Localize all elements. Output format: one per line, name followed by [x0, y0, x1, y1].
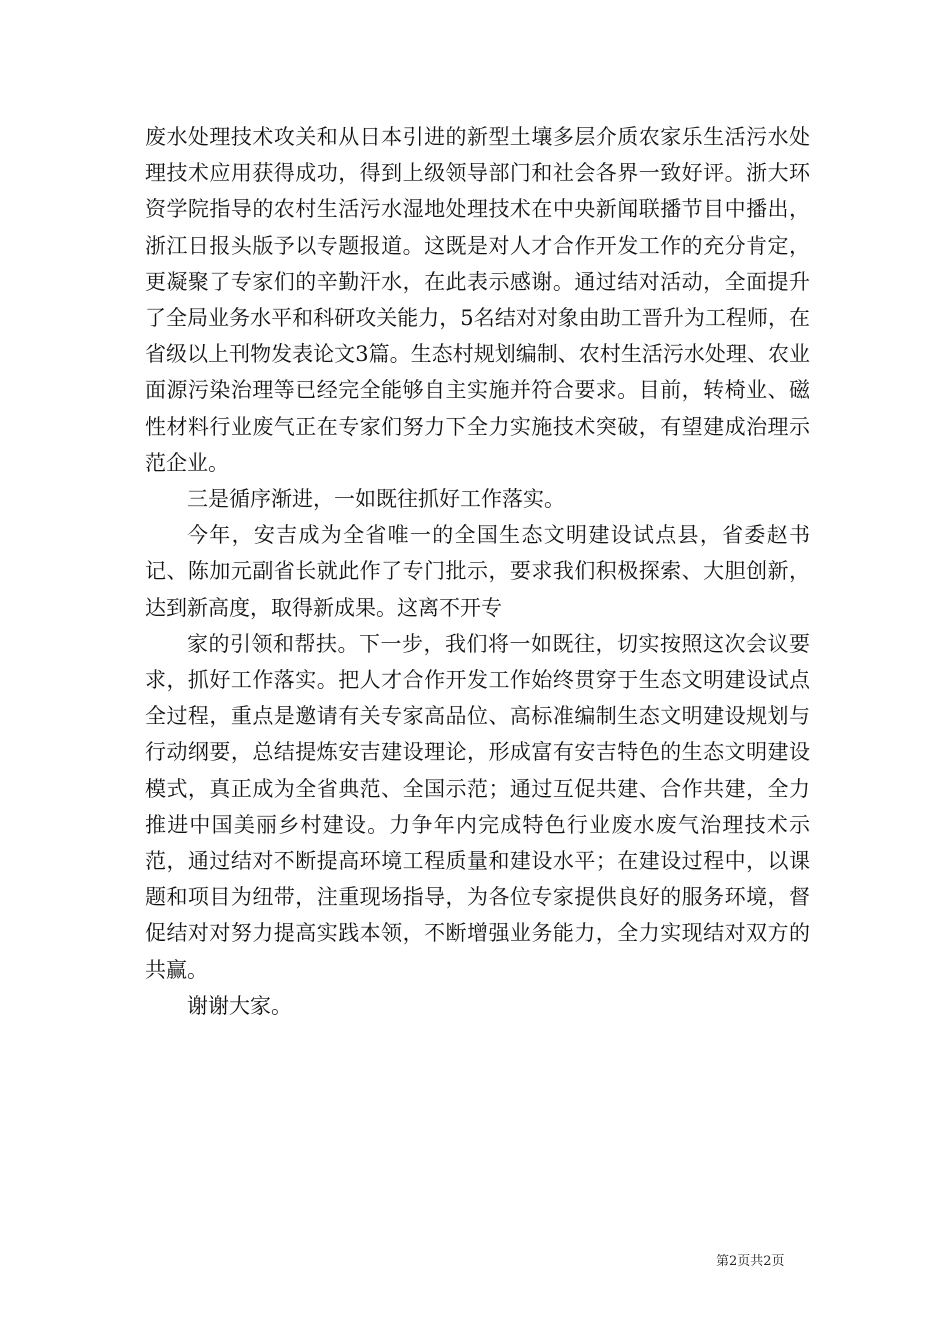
paragraph-next-steps: 家的引领和帮扶。下一步，我们将一如既往，切实按照这次会议要求，抓好工作落实。把人才合作开发工作始终贯穿于生态文明建设试点全过程，重点是邀请有关专家高品位、高标准编制生态文明建设规划与行动纲要，总结提炼安吉建设理论，形成富有安吉特色的生态文明建设模式，真正成为全省典范、全国示范；通过互促共建、合作共建，全力推进中国美丽乡村建设。力争年内完成特色行业废水废气治理技术示范，通过结对不断提高环境工程质量和建设水平；在建设过程中，以课题和项目为纽带，注重现场指导，为各位专家提供良好的服务环境，督促结对对努力提高实践本领，不断增强业务能力，全力实现结对双方的共赢。 [145, 631, 810, 982]
paragraph-continuation: 废水处理技术攻关和从日本引进的新型土壤多层介质农家乐生活污水处理技术应用获得成功，得到上级领导部门和社会各界一致好评。浙大环资学院指导的农村生活污水湿地处理技术在中央新闻联播节目中播出，浙江日报头版予以专题报道。这既是对人才合作开发工作的充分肯定，更凝聚了专家们的辛勤汗水，在此表示感谢。通过结对活动，全面提升了全局业务水平和科研攻关能力，5名结对对象由助工晋升为工程师，在省级以上刊物发表论文3篇。生态村规划编制、农村生活污水处理、农业面源污染治理等已经完全能够自主实施并符合要求。目前，转椅业、磁性材料行业废气正在专家们努力下全力实施技术突破，有望建成治理示范企业。 [145, 125, 810, 475]
paragraph-this-year: 今年，安吉成为全省唯一的全国生态文明建设试点县，省委赵书记、陈加元副省长就此作了专门批示，要求我们积极探索、大胆创新，达到新高度，取得新成果。这离不开专 [145, 523, 810, 620]
paragraph-section-heading: 三是循序渐进，一如既往抓好工作落实。 [187, 487, 565, 512]
document-body [145, 119, 810, 1024]
page-number-footer: 第2页共2页 [716, 1254, 785, 1269]
paragraph-closing: 谢谢大家。 [187, 993, 292, 1018]
